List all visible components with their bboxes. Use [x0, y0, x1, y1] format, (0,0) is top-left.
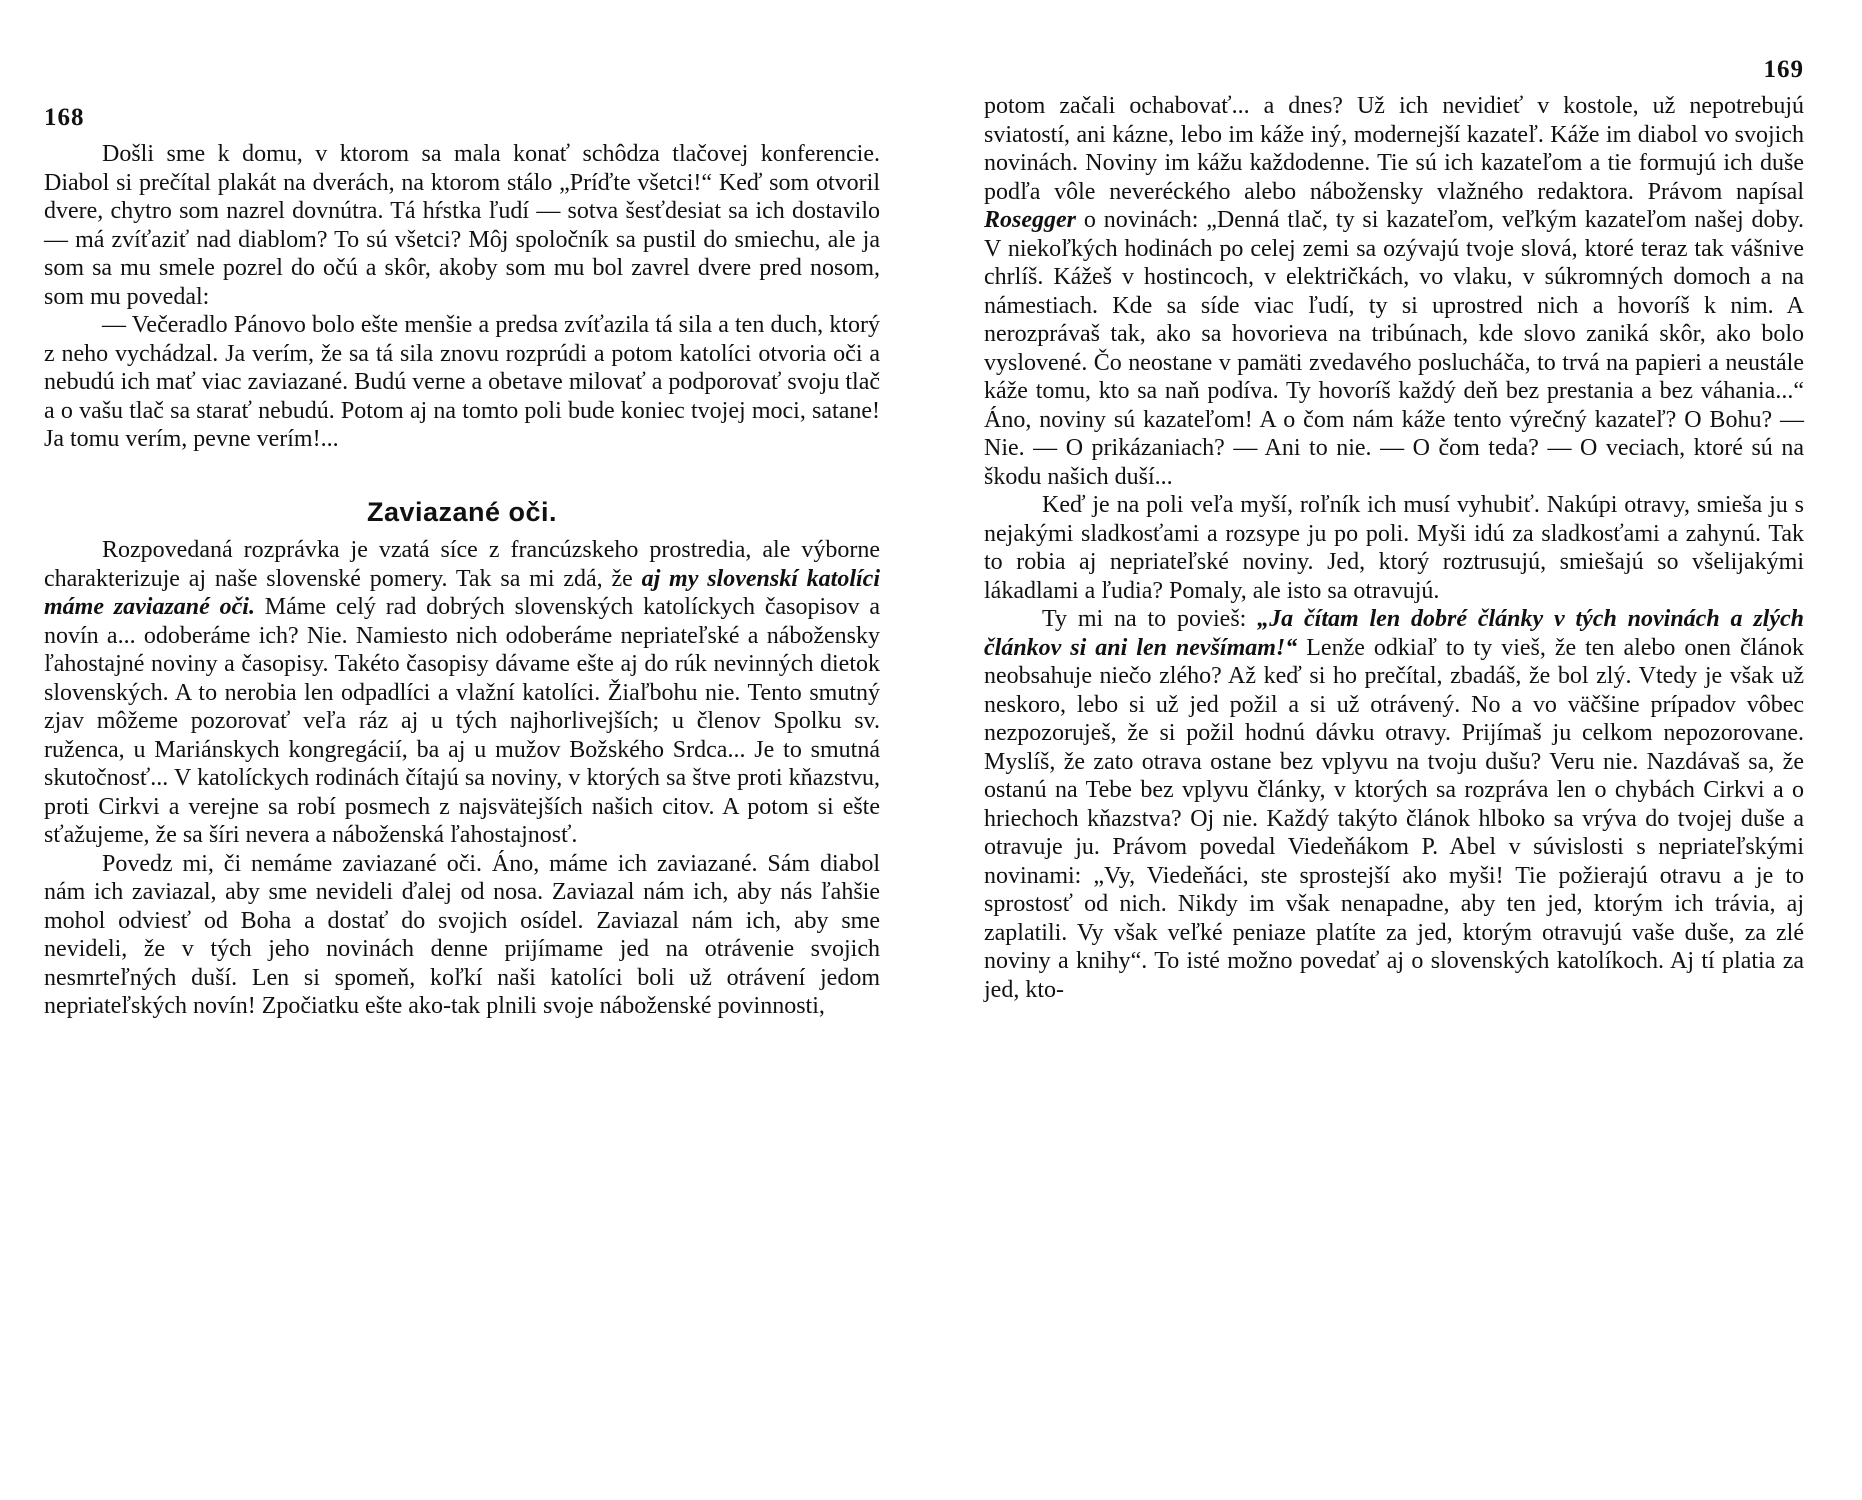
page-number-left: 168 [44, 104, 85, 131]
paragraph-story-intro-text-a: Rozpovedaná rozprávka je vzatá síce z francúzskeho prostredia, ale výborne charakterizuje aj naše slovenské pomery. Tak sa mi zdá, že [44, 537, 880, 592]
paragraph-poison [984, 605, 1804, 1004]
paragraph-preacher-emphasis: Rosegger [984, 207, 1076, 233]
paragraph-preacher [984, 92, 1804, 491]
paragraph-mice: Keď je na poli veľa myší, roľník ich musí vyhubiť. Nakúpi otravy, smieša ju s nejakými sladkosťami a rozsype ju po poli. Myši idú za sladkosťami a zahynú. Tak to robia aj nepriateľské noviny. Jed, ktorý roztrusujú, smiešajú so všelijakými lákadlami a ľudia? Pomaly, ale isto sa otravujú. [984, 492, 1804, 604]
paragraph-poison-text-a: Ty mi na to povieš: [1042, 606, 1258, 632]
paragraph-story-intro [44, 536, 880, 850]
section-title: Zaviazané oči. [366, 496, 558, 527]
paragraph-blindfolded: Povedz mi, či nemáme zaviazané oči. Áno, máme ich zaviazané. Sám diabol nám ich zaviazal, aby sme nevideli ďalej od nosa. Zaviazal nám ich, aby nás ľahšie mohol odviesť od Boha a dostať do svojich osídel. Zaviazal nám ich, aby sme nevideli, že v tých jeho novinách denne prijímame jed na otrávenie svojich nesmrteľných duší. Len si spomeň, koľkí naši katolíci boli už otrávení jedom nepriateľských novín! Zpočiatku ešte ako-tak plnili svoje náboženské povinnosti, [44, 850, 880, 1019]
paragraph-poison-emphasis: „Ja čítam len dobré články v tých novinách a zlých článkov si ani len nevšímam!“ [984, 606, 1805, 661]
left-page-text [44, 140, 880, 1021]
paragraph-arrival: Došli sme k domu, v ktorom sa mala konať schôdza tlačovej konferencie. Diabol si prečítal plakát na dverách, na ktorom stálo „Príďte všetci!“ Keď som otvoril dvere, chytro som nazrel dovnútra. Tá hŕstka ľudí — sotva šesťdesiat sa ich dostavilo — má zvíťaziť nad diablom? To sú všetci? Môj spoločník sa pustil do smiechu, ale ja som sa mu smele pozrel do očú a skôr, akoby som mu bol zavrel dvere pred nosom, som mu povedal: [44, 141, 880, 310]
paragraph-story-intro-text-b: Máme celý rad dobrých slovenských katolíckych časopisov a novín a... odoberáme ich? Nie. Namiesto nich odoberáme nepriateľské a nábožensky ľahostajné noviny a časopisy. Takéto časopisy dávame ešte aj do rúk nevinných dietok slovenských. A to nerobia len odpadlíci a vlažní katolíci. Žiaľbohu nie. Tento smutný zjav môžeme pozorovať veľa ráz aj u tých najhorlivejších; u členov Spolku sv. ruženca, u Mariánskych kongregácií, ba aj u mužov Božského Srdca... Je to smutná skutočnosť... V katolíckych rodinách čítajú sa noviny, v ktorých sa štve proti kňazstvu, proti Cirkvi a verejne sa robí posmech z najsvätejších našich citov. A potom si ešte sťažujeme, že sa šíri nevera a náboženská ľahostajnosť. [44, 594, 880, 848]
right-page-text [984, 92, 1804, 1004]
paragraph-preacher-text-a: potom začali ochabovať... a dnes? Už ich nevidieť v kostole, už nepotrebujú sviatostí, ani kázne, lebo im káže iný, modernejší kazateľ. Káže im diabol vo svojich novinách. Noviny im kážu každodenne. Tie sú ich kazateľom a tie formujú ich duše podľa vôle neveréckého alebo nábožensky vlažného redaktora. Právom napísal [984, 93, 1804, 205]
paragraph-last-supper: — Večeradlo Pánovo bolo ešte menšie a predsa zvíťazila tá sila a ten duch, ktorý z neho vychádzal. Ja verím, že sa tá sila znovu rozprúdi a potom katolíci otvoria oči a nebudú ich mať viac zaviazané. Budú verne a obetave milovať a podporovať svoju tlač a o vašu tlač sa starať nebudú. Potom aj na tomto poli bude koniec tvojej moci, satane! Ja tomu verím, pevne verím!... [44, 312, 880, 452]
paragraph-poison-text-b: Lenže odkiaľ to ty vieš, že ten alebo onen článok neobsahuje niečo zlého? Až keď si ho prečítal, zbadáš, že bol zlý. Vtedy je však už neskoro, lebo si už jed požil a si už otrávený. No a vo väčšine prípadov vôbec nezpozoruješ, že si požil hodnú dávku otravy. Prijímaš ju celkom nepozorovane. Myslíš, že zato otrava ostane bez vplyvu na tvoju dušu? Veru nie. Nazdávaš sa, že ostanú na Tebe bez vplyvu články, v ktorých sa rozpráva len o chybách Cirkvi a o hriechoch kňazstva? Oj nie. Každý takýto článok hlboko sa vrýva do tvojej duše a otravuje ju. Právom povedal Viedeňákom P. Abel v súvislosti s nepriateľskými novinami: „Vy, Viedeňáci, ste sprostejší ako myši! Tie požierajú otravu a je to sprostosť od nich. Nikdy im však nenapadne, aby ten jed, ktorým ich trávia, aj zaplatili. Vy však veľké peniaze platíte za jed, ktorým otravujú vaše duše, za zlé noviny a knihy“. To isté možno povedať aj o slovenských katolíkoch. Aj tí platia za jed, kto- [984, 634, 1804, 1003]
page-number-right: 169 [1763, 56, 1804, 83]
paragraph-preacher-text-b: o novinách: „Denná tlač, ty si kazateľom, veľkým kazateľom našej doby. V niekoľkých hodinách po celej zemi sa ozývajú tvoje slová, ktoré teraz tak vášnive chrlíš. Kážeš v hostincoch, v električkách, vo vlaku, v súkromných domoch a na námestiach. Kde sa síde viac ľudí, ty si uprostred nich a hovoríš k nim. A nerozprávaš tak, ako sa hovorieva na tribúnach, kde slovo zaniká skôr, ako bolo vyslovené. Čo neostane v pamäti zvedavého poslucháča, to trvá na papieri a neustále káže tomu, kto sa naň podíva. Ty hovoríš každý deň bez prestania a bez váhania...“ Áno, noviny sú kazateľom! A o čom nám káže tento výrečný kazateľ? O Bohu? — Nie. — O prikázaniach? — Ani to nie. — O čom teda? — O veciach, ktoré sú na škodu našich duší... [984, 207, 1804, 490]
paragraph-story-intro-emphasis: aj my slovenskí katolíci máme zaviazané oči. [44, 565, 881, 620]
